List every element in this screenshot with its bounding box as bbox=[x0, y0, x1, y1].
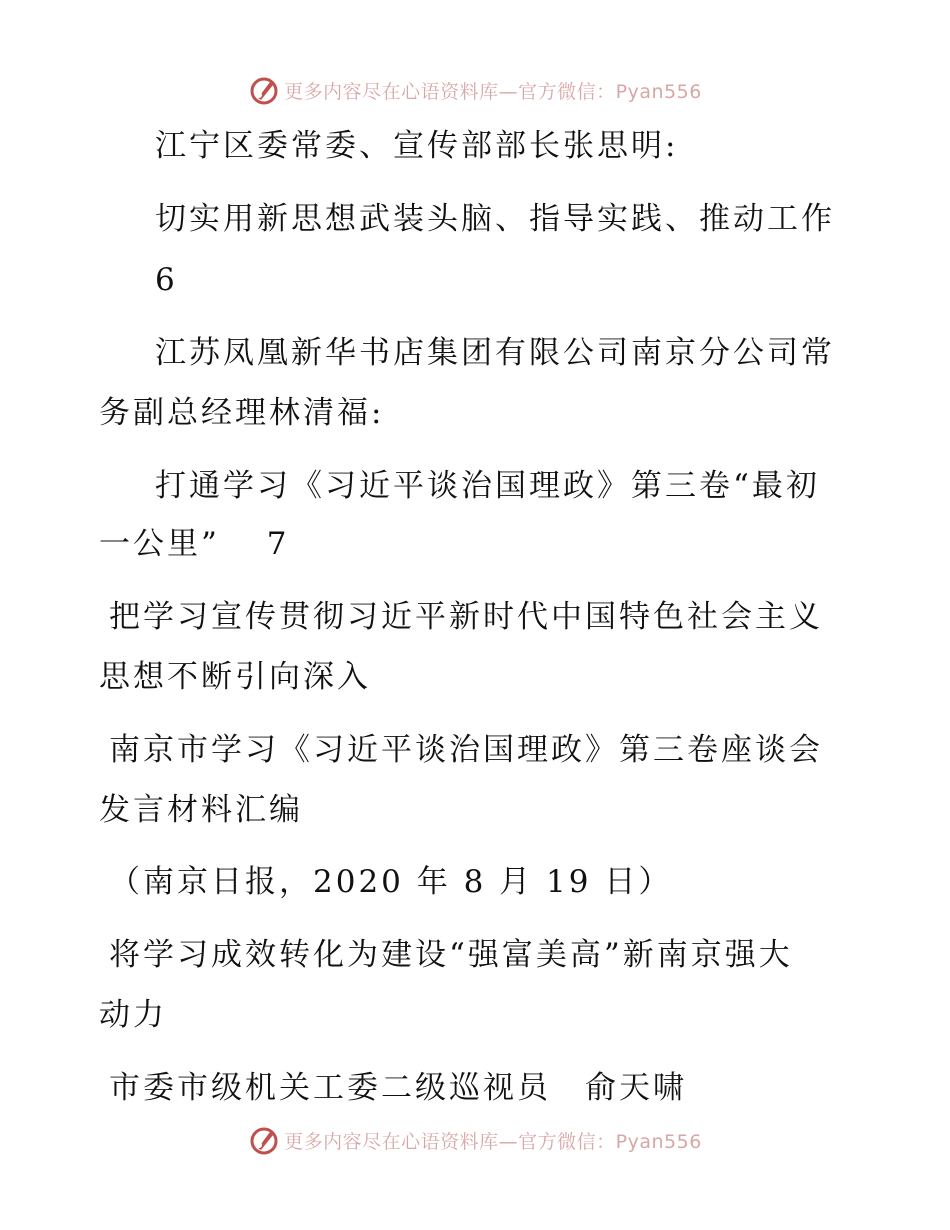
text-line-1: 江宁区委常委、宣传部部长张思明: bbox=[155, 128, 679, 164]
text-line-10: 发言材料汇编 bbox=[99, 792, 303, 828]
text-line-9: 南京市学习《习近平谈治国理政》第三卷座谈会 bbox=[109, 732, 823, 768]
watermark-text: 更多内容尽在心语资料库—官方微信：Pyan556 bbox=[284, 1130, 702, 1153]
pen-circle-logo-icon bbox=[248, 1124, 280, 1156]
text-line-13: 动力 bbox=[99, 997, 167, 1033]
watermark-banner-top bbox=[0, 70, 950, 110]
text-line-5: 打通学习《习近平谈治国理政》第三卷“最初 bbox=[155, 468, 820, 504]
text-line-6: 一公里” 7 bbox=[99, 526, 290, 562]
text-line-3: 江苏凤凰新华书店集团有限公司南京分公司常 bbox=[155, 335, 835, 371]
pen-circle-logo-icon bbox=[248, 74, 280, 106]
text-line-7: 把学习宣传贯彻习近平新时代中国特色社会主义 bbox=[109, 599, 823, 635]
text-line-4: 务副总经理林清福: bbox=[99, 395, 385, 431]
text-line-12: 将学习成效转化为建设“强富美高”新南京强大 bbox=[109, 937, 793, 973]
watermark-banner-bottom bbox=[0, 1120, 950, 1160]
text-line-8: 思想不断引向深入 bbox=[99, 659, 371, 695]
text-line-11: （南京日报，2020 年 8 月 19 日） bbox=[109, 864, 673, 900]
text-line-14: 市委市级机关工委二级巡视员 俞天啸 bbox=[109, 1070, 687, 1106]
text-line-2: 切实用新思想武装头脑、指导实践、推动工作 bbox=[155, 201, 835, 237]
watermark-text: 更多内容尽在心语资料库—官方微信：Pyan556 bbox=[284, 80, 702, 103]
page-number-6: 6 bbox=[155, 262, 178, 298]
